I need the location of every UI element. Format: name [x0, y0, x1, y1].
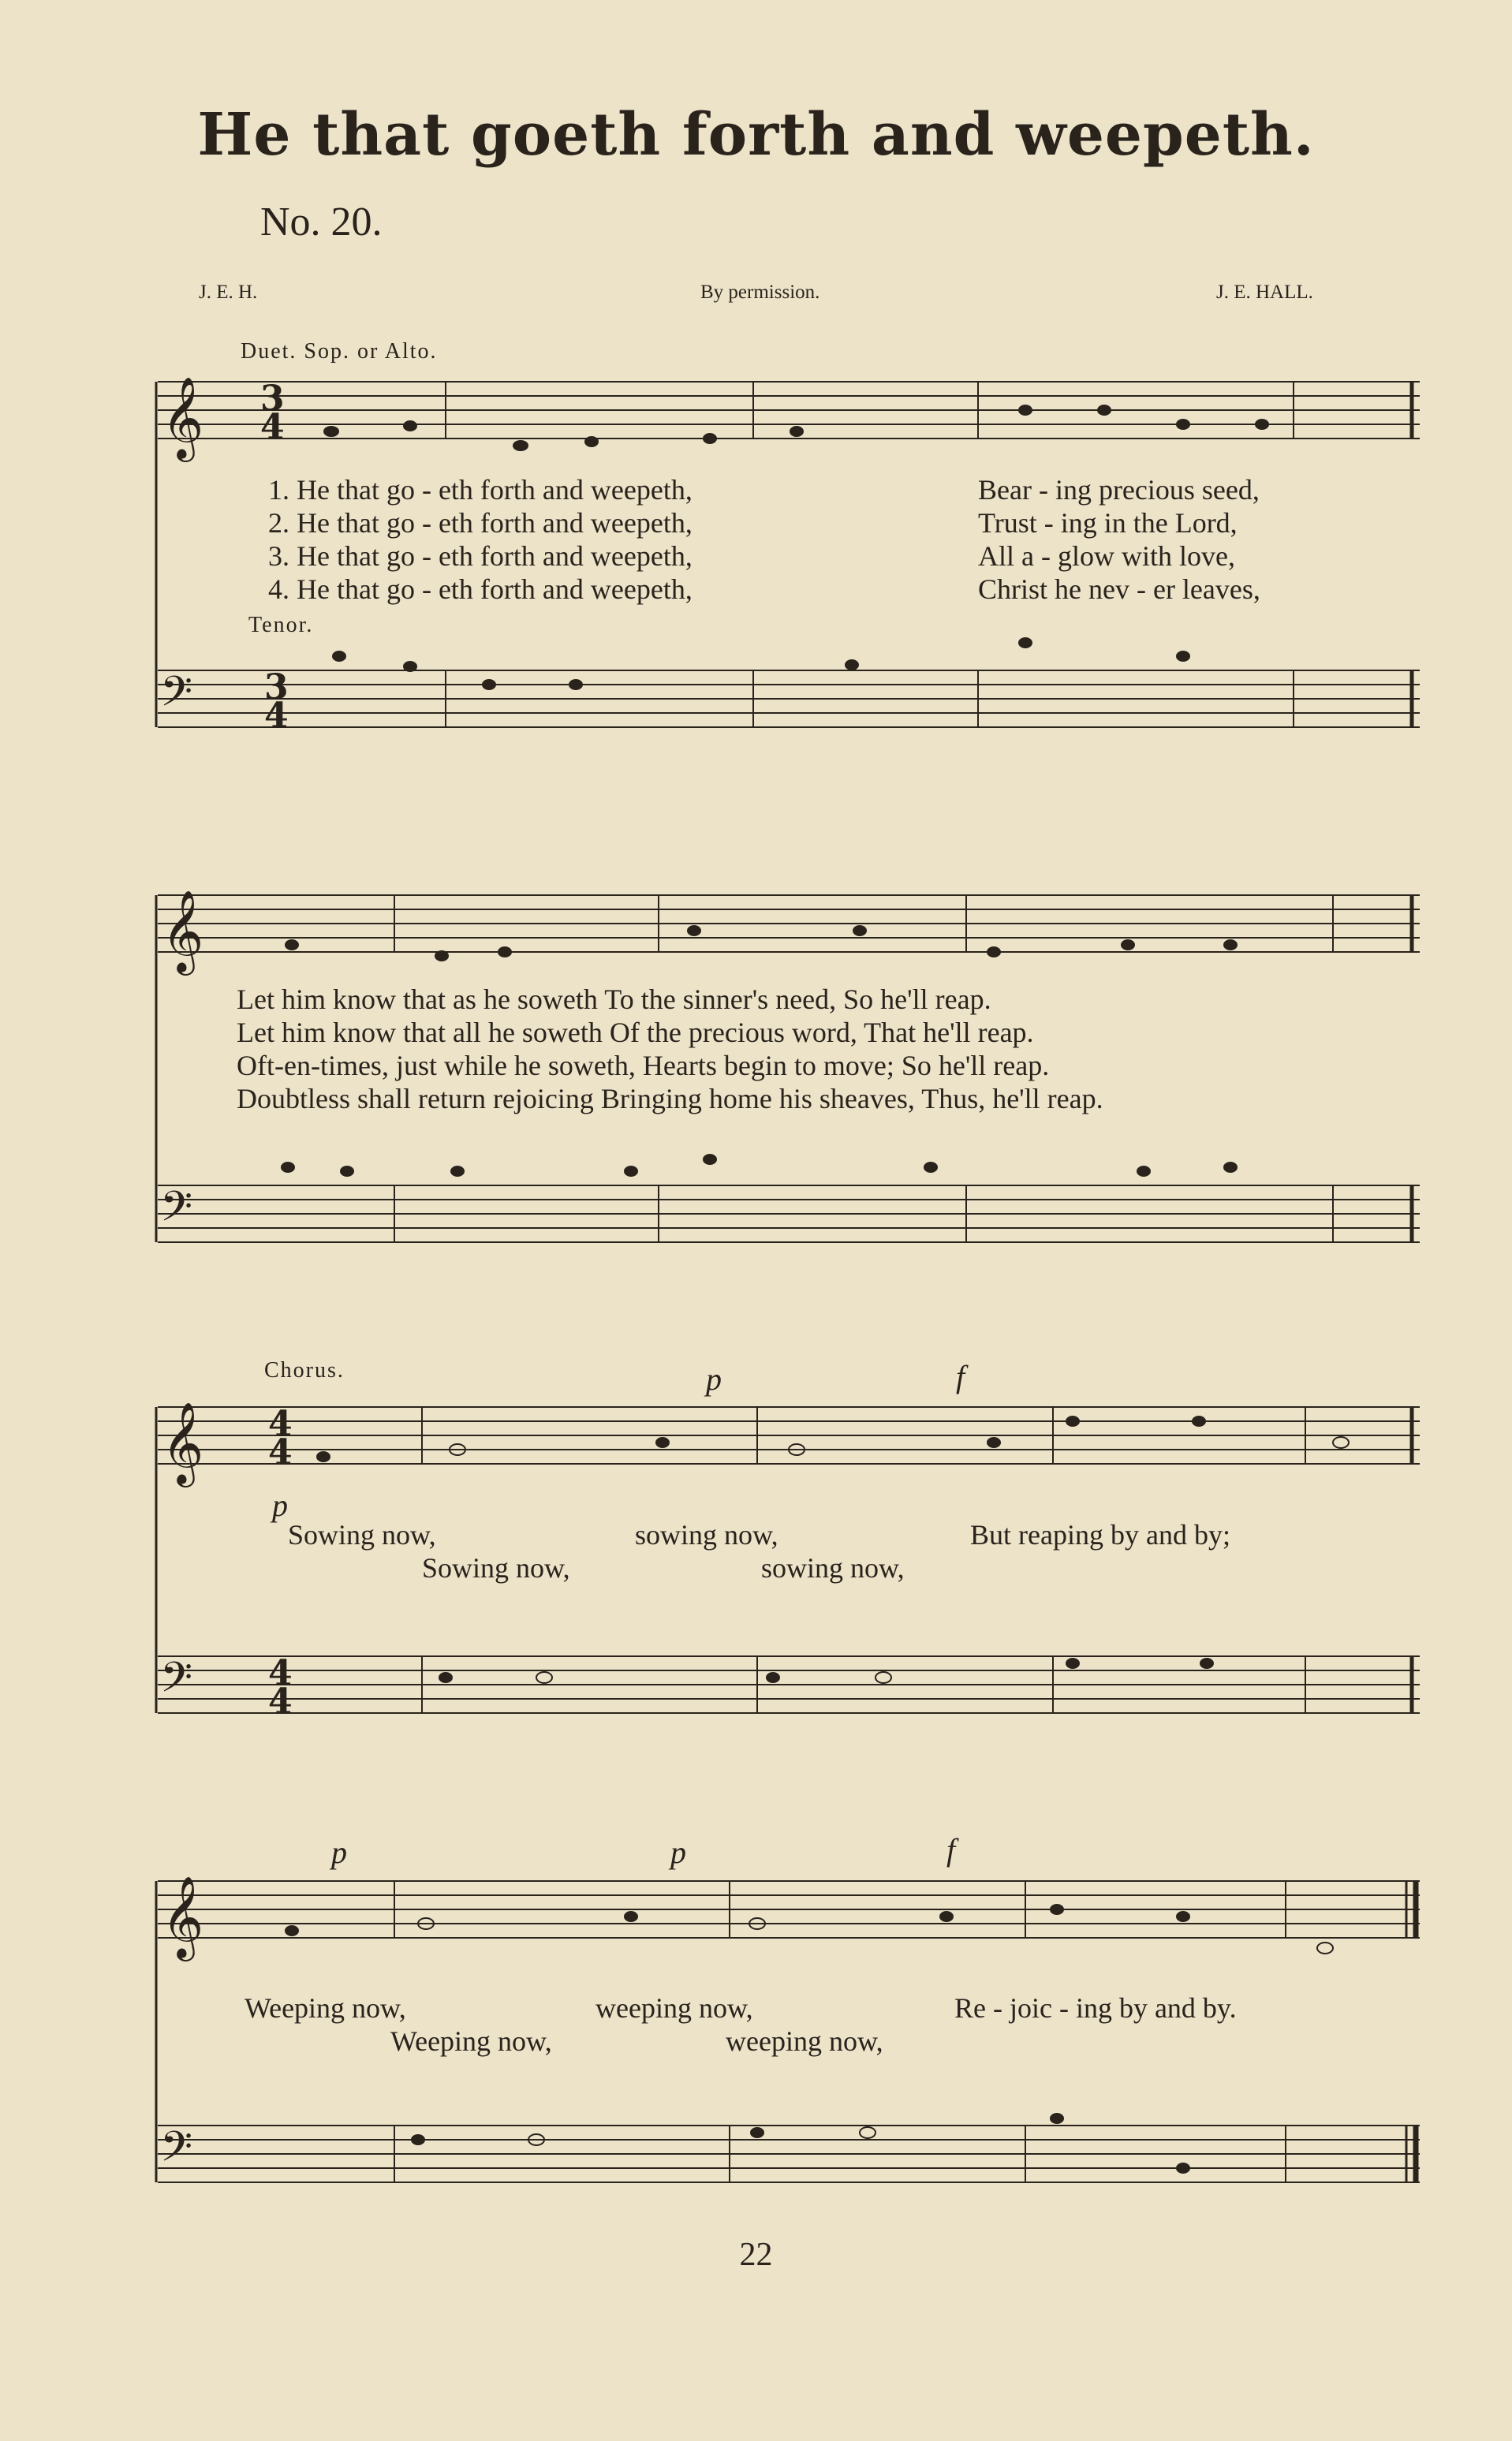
verse-1-line-1-end: Bear - ing precious seed, [978, 474, 1260, 506]
staff-system-2-bass [158, 1155, 1420, 1242]
svg-text:𝄢: 𝄢 [160, 668, 193, 726]
chorus-line-1-upper-3: But reaping by and by; [970, 1519, 1230, 1551]
svg-text:4: 4 [268, 1653, 293, 1693]
svg-text:4: 4 [268, 1681, 293, 1722]
svg-text:4: 4 [268, 1432, 293, 1472]
chorus-line-2-lower-2: weeping now, [726, 2025, 883, 2057]
verse-1-line-1-start: 1. He that go - eth forth and weepeth, [268, 474, 693, 506]
verse-2-line-2: Let him know that all he soweth Of the precious word, That he'll reap. [237, 1017, 1034, 1048]
chorus-label: Chorus. [264, 1358, 345, 1383]
staff-system-1-bass [158, 638, 1420, 736]
svg-text:𝄢: 𝄢 [160, 2123, 193, 2182]
staff-system-4-bass [158, 2114, 1420, 2182]
verse-3-line-1-end: All a - glow with love, [978, 540, 1235, 572]
verse-2-line-1-end: Trust - ing in the Lord, [978, 507, 1238, 539]
verse-2-line-1-start: 2. He that go - eth forth and weepeth, [268, 507, 693, 539]
permission-credit: By permission. [700, 282, 820, 303]
chorus-line-1-upper-1: Sowing now, [288, 1519, 436, 1551]
svg-text:4: 4 [268, 1404, 293, 1444]
verse-3-line-2: Oft-en-times, just while he soweth, Hearts begin to move; So he'll reap. [237, 1050, 1050, 1081]
hymn-number: No. 20. [260, 200, 383, 244]
dynamic-marking: p [706, 1361, 722, 1397]
verse-3-line-1-start: 3. He that go - eth forth and weepeth, [268, 540, 693, 572]
svg-text:4: 4 [264, 696, 289, 736]
svg-text:𝄞: 𝄞 [162, 890, 204, 972]
svg-text:𝄢: 𝄢 [160, 1654, 193, 1712]
chorus-line-2-upper-3: Re - joic - ing by and by. [954, 1992, 1237, 2024]
duet-label: Duet. Sop. or Alto. [241, 339, 438, 364]
verse-4-line-1-end: Christ he nev - er leaves, [978, 573, 1260, 605]
staff-system-3-treble [158, 1402, 1420, 1487]
chorus-line-1-upper-2: sowing now, [635, 1519, 778, 1551]
chorus-line-1-lower-2: sowing now, [761, 1552, 905, 1584]
dynamic-marking: p [331, 1834, 347, 1870]
staff-system-3-bass [158, 1653, 1420, 1722]
dynamic-marking: p [272, 1487, 288, 1523]
staff-system-2-treble [158, 890, 1420, 976]
svg-text:3: 3 [264, 667, 289, 707]
hymn-title: He that goeth forth and weepeth. [197, 101, 1315, 169]
tenor-label: Tenor. [248, 613, 314, 637]
staff-system-1-treble [158, 376, 1420, 462]
svg-text:3: 3 [260, 379, 285, 419]
lyricist-credit: J. E. H. [199, 282, 258, 303]
composer-credit: J. E. HALL. [1216, 282, 1313, 303]
page-number: 22 [739, 2237, 773, 2273]
verse-4-line-2: Doubtless shall return rejoicing Bringing home his sheaves, Thus, he'll reap. [237, 1083, 1103, 1114]
chorus-line-1-lower-1: Sowing now, [422, 1552, 570, 1584]
dynamic-marking: p [670, 1834, 686, 1870]
dynamic-marking: f [956, 1359, 965, 1394]
chorus-line-2-upper-2: weeping now, [595, 1992, 753, 2024]
svg-text:𝄞: 𝄞 [162, 376, 204, 459]
verse-4-line-1-start: 4. He that go - eth forth and weepeth, [268, 573, 693, 605]
chorus-line-2-lower-1: Weeping now, [390, 2025, 552, 2057]
dynamic-marking: f [946, 1832, 956, 1868]
chorus-line-2-upper-1: Weeping now, [245, 1992, 406, 2024]
staff-system-4-treble [158, 1876, 1420, 1961]
verse-1-line-2: Let him know that as he soweth To the sinner's need, So he'll reap. [237, 983, 991, 1015]
svg-text:𝄞: 𝄞 [162, 1876, 204, 1958]
svg-text:4: 4 [260, 407, 285, 447]
svg-text:𝄢: 𝄢 [160, 1183, 193, 1241]
svg-text:𝄞: 𝄞 [162, 1402, 204, 1484]
